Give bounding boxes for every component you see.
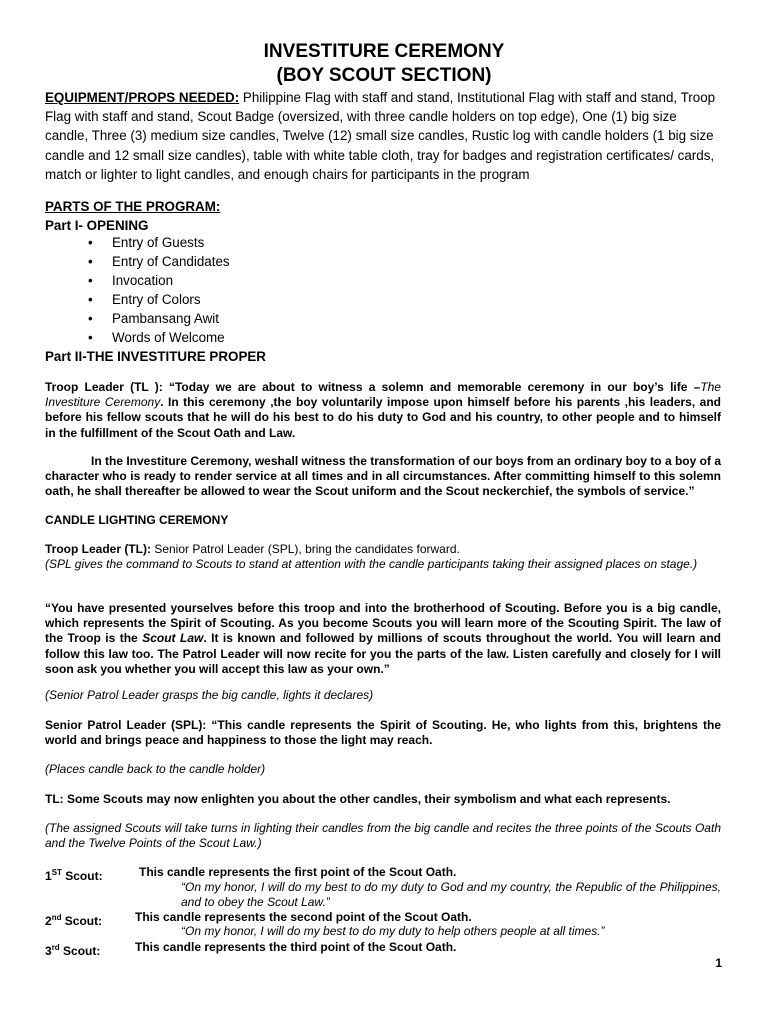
- candle-heading: CANDLE LIGHTING CEREMONY: [45, 513, 229, 527]
- tl3-label: TL:: [45, 792, 64, 806]
- scout-2-label: 2nd Scout:: [45, 913, 103, 928]
- list-item: • Entry of Guests: [88, 235, 205, 250]
- document-title: INVESTITURE CEREMONY: [263, 41, 505, 62]
- part2-heading: Part II-THE INVESTITURE PROPER: [45, 349, 266, 364]
- document-page: INVESTITURE CEREMONY (BOY SCOUT SECTION) EQUIPMENT/PROPS NEEDED: Philippine Flag with staff and stand, Institutional Flag with staff and stand, Troop Flag with staff and stand, Scout Badge (oversized, with three candle holders on top edge), One (1) big size candle, Three (3) medium size candles, Twelve (12) small size candles, Rustic log with candle holders (1 big size candle and 12 small size candles), table with white table cloth, tray for badges and registration certificates/ cards, match or lighter to light candles, and enough chairs for participants in the program PARTS OF THE PROGRAM: Part I- OPENING • Entry of Guests • Entry of Candidates • Invocation • Entry of Colors • Pambansang Awit • Words of Welcome Part II-THE INVESTITURE PROPER Troop Leader (TL ): “Today we are about to witness a solemn and memorable ceremony in our boy’s life –The Investiture Ceremony. In this ceremony ,the boy voluntarily impose upon himself before his parents ,his leaders, and before his fellow scouts that he will do his best to do his duty to God and his country, to other people and to himself in the fulfillment of the Scout Oath and Law. In the Investiture Ceremony, weshall witness the transformation of our boys from an ordinary boy to a boy of a character who is ready to render service at all times and in all circumstances. After committing himself to this solemn oath, he shall thereafter be allowed to wear the Scout uniform and the Scout neckerchief, the symbols of service.” CANDLE LIGHTING CEREMONY Troop Leader (TL): Senior Patrol Leader (SPL), bring the candidates forward. (SPL gives the command to Scouts to stand at attention with the candle participants taking their assigned places on stage.) “You have presented yourselves before this troop and into the brotherhood of Scouting. Before you is a big candle, which represents the Spirit of Scouting. As you become Scouts you will learn more of the Scouting Spirit. The law of the Troop is the Scout Law. It is known and followed by millions of scouts throughout the world. You will learn and follow this law too. The Patrol Leader will now recite for you the parts of the law. Listen carefully and closely for I will soon ask you whether you will accept this law as your own.” (Senior Patrol Leader grasps the big candle, lights it declares) Senior Patrol Leader (SPL): “This candle represents the Spirit of Scouting. He, who lights from this, brightens the world and brings peace and happiness to those the light may reach. (Places candle back to the candle holder) TL: Some Scouts may now enlighten you about the other candles, their symbolism and what each represents. (The assigned Scouts will take turns in lighting their candles from the big candle and recites the three points of the Scouts Oath and the Twelve Points of the Scout Law.) 1ST Scout: This candle represents the first point of the Scout Oath. “On my honor, I will do my best to do my duty to God and my country, the Republic of the Philippines, and to obey the Scout Law.” 2nd Scout: This candle represents the second point of the Scout Oath. “On my honor, I will do my best to do my duty to help others people at all times.” 3rd Scout: This candle represents the third point of the Scout Oath. 1: [0, 0, 768, 1024]
- tl-paragraph-2: In the Investiture Ceremony, weshall witness the transformation of our boys from an ordinary boy to a boy of a character who is ready to render service at all times and in all circumstances. After committing himself to this solemn oath, he shall thereafter be allowed to wear the Scout uniform and the Scout neckerchief, the symbols of service.”: [45, 454, 721, 499]
- spl-grasps-note: (Senior Patrol Leader grasps the big candle, lights it declares): [45, 688, 374, 702]
- spl-instruction: (SPL gives the command to Scouts to stand at attention with the candle participants taking their assigned places on stage.): [45, 557, 698, 571]
- page-number: 1: [715, 956, 722, 970]
- scout-3-label: 3rd Scout:: [45, 943, 101, 958]
- scout-law-paragraph: “You have presented yourselves before this troop and into the brotherhood of Scouting. Before you is a big candle, which represents the Spirit of Scouting. As you become Scouts you will learn more of the Scouting Spirit. The law of the Troop is the Scout Law. It is known and followed by millions of scouts throughout the world. You will learn and follow this law too. The Patrol Leader will now recite for you the parts of the law. Listen carefully and closely for I will soon ask you whether you will accept this law as your own.”: [45, 601, 721, 676]
- equipment-paragraph: [45, 88, 721, 184]
- tl-paragraph-1: Troop Leader (TL ): “Today we are about to witness a solemn and memorable ceremony in our boy’s life –The Investiture Ceremony. In this ceremony ,the boy voluntarily impose upon himself before his parents ,his leaders, and before his fellow scouts that he will do his best to do his duty to God and his country, to other people and to himself in the fulfillment of the Scout Oath and Law.: [45, 380, 721, 440]
- equipment-text: Philippine Flag with staff and stand, Institutional Flag with staff and stand, Troop Flag with staff and stand, Scout Badge (oversized, with three candle holders on top edge), One (1) big size candle, Three (3) medium size candles, Twelve (12) small size candles, Rustic log with candle holders (1 big size candle and 12 small size candles), table with white table cloth, tray for badges and registration certificates/ cards, match or lighter to light candles, and enough chairs for participants in the program: [45, 90, 716, 182]
- part1-list: [88, 233, 230, 347]
- bullet-icon: •: [88, 273, 93, 288]
- tl3-line: TL: Some Scouts may now enlighten you about the other candles, their symbolism and what each represents.: [45, 792, 671, 806]
- scout-1-label: 1ST Scout:: [45, 868, 103, 883]
- list-item: • Entry of Candidates: [88, 254, 230, 269]
- bullet-icon: •: [88, 292, 93, 307]
- spl-label: Senior Patrol Leader (SPL):: [45, 718, 207, 732]
- document-subtitle: (BOY SCOUT SECTION): [276, 65, 492, 86]
- bullet-icon: •: [88, 235, 93, 250]
- tl-label: Troop Leader (TL ):: [45, 380, 163, 394]
- bullet-icon: •: [88, 330, 93, 345]
- list-item: • Pambansang Awit: [88, 311, 219, 326]
- scout-1-quote: “On my honor, I will do my best to do my duty to God and my country, the Republic of the Philippines, and to obey the Scout Law.”: [181, 880, 721, 909]
- assigned-scouts-note: (The assigned Scouts will take turns in lighting their candles from the big candle and recites the three points of the Scouts Oath and the Twelve Points of the Scout Law.): [45, 821, 721, 851]
- tl2-line: Troop Leader (TL): Senior Patrol Leader (SPL), bring the candidates forward.: [45, 542, 460, 556]
- bullet-icon: •: [88, 311, 93, 326]
- list-item: • Words of Welcome: [88, 330, 225, 345]
- scout-2-quote: “On my honor, I will do my best to do my duty to help others people at all times.”: [181, 924, 605, 938]
- equipment-label: EQUIPMENT/PROPS NEEDED:: [45, 90, 240, 105]
- bullet-icon: •: [88, 254, 93, 269]
- parts-heading: PARTS OF THE PROGRAM:: [45, 199, 221, 214]
- list-item: • Entry of Colors: [88, 292, 201, 307]
- places-candle-note: (Places candle back to the candle holder): [45, 762, 266, 776]
- spl-paragraph: Senior Patrol Leader (SPL): “This candle represents the Spirit of Scouting. He, who lights from this, brightens the world and brings peace and happiness to those the light may reach.: [45, 718, 721, 748]
- list-item: • Invocation: [88, 273, 174, 288]
- part1-heading: Part I- OPENING: [45, 218, 149, 233]
- tl2-label: Troop Leader (TL):: [45, 542, 151, 556]
